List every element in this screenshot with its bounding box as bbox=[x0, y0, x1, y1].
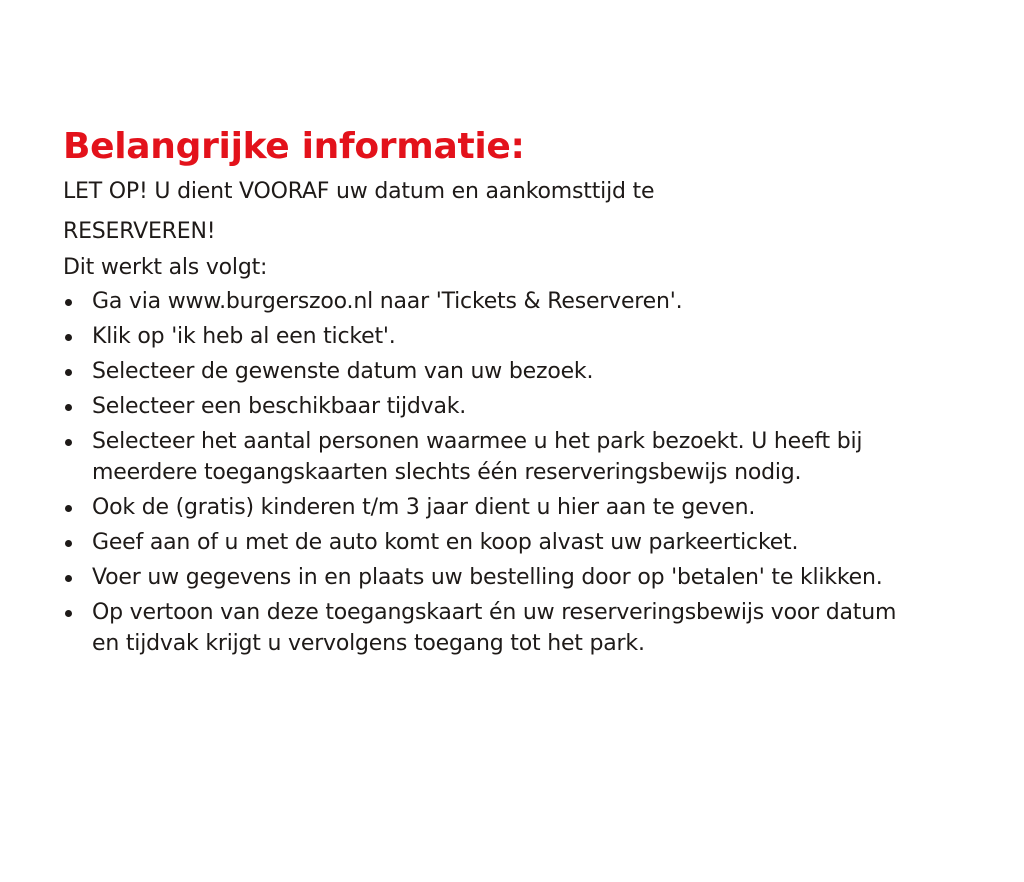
bullet-icon bbox=[65, 404, 72, 411]
bullet-icon bbox=[65, 505, 72, 512]
step-text: Selecteer het aantal personen waarmee u het park bezoekt. U heeft bij meerdere toegangskaarten slechts één reserveringsbewijs nodig. bbox=[92, 429, 863, 485]
bullet-icon bbox=[65, 334, 72, 341]
list-item bbox=[63, 391, 922, 422]
step-text: Ga via www.burgerszoo.nl naar 'Tickets & Reserveren'. bbox=[92, 289, 683, 314]
list-item bbox=[63, 597, 922, 659]
bullet-icon bbox=[65, 575, 72, 582]
step-text: Ook de (gratis) kinderen t/m 3 jaar dient u hier aan te geven. bbox=[92, 495, 756, 520]
step-text: Selecteer een beschikbaar tijdvak. bbox=[92, 394, 467, 419]
instructions-lead: Dit werkt als volgt: bbox=[63, 255, 268, 280]
step-text: Selecteer de gewenste datum van uw bezoek. bbox=[92, 359, 594, 384]
step-text: Geef aan of u met de auto komt en koop alvast uw parkeerticket. bbox=[92, 530, 799, 555]
list-item bbox=[63, 321, 922, 352]
info-block bbox=[63, 124, 963, 663]
list-item bbox=[63, 492, 922, 523]
bullet-icon bbox=[65, 369, 72, 376]
steps-list bbox=[63, 286, 963, 659]
step-text: Klik op 'ik heb al een ticket'. bbox=[92, 324, 396, 349]
page-title: Belangrijke informatie: bbox=[63, 126, 525, 167]
list-item bbox=[63, 527, 922, 558]
list-item bbox=[63, 356, 922, 387]
warning-text: LET OP! U dient VOORAF uw datum en aankomsttijd te RESERVEREN! bbox=[63, 179, 655, 244]
bullet-icon bbox=[65, 299, 72, 306]
bullet-icon bbox=[65, 610, 72, 617]
step-text: Voer uw gegevens in en plaats uw bestelling door op 'betalen' te klikken. bbox=[92, 565, 883, 590]
bullet-icon bbox=[65, 540, 72, 547]
list-item bbox=[63, 286, 922, 317]
list-item bbox=[63, 426, 922, 488]
step-text: Op vertoon van deze toegangskaart én uw reserveringsbewijs voor datum en tijdvak krijgt u vervolgens toegang tot het park. bbox=[92, 600, 897, 656]
bullet-icon bbox=[65, 439, 72, 446]
list-item bbox=[63, 562, 922, 593]
